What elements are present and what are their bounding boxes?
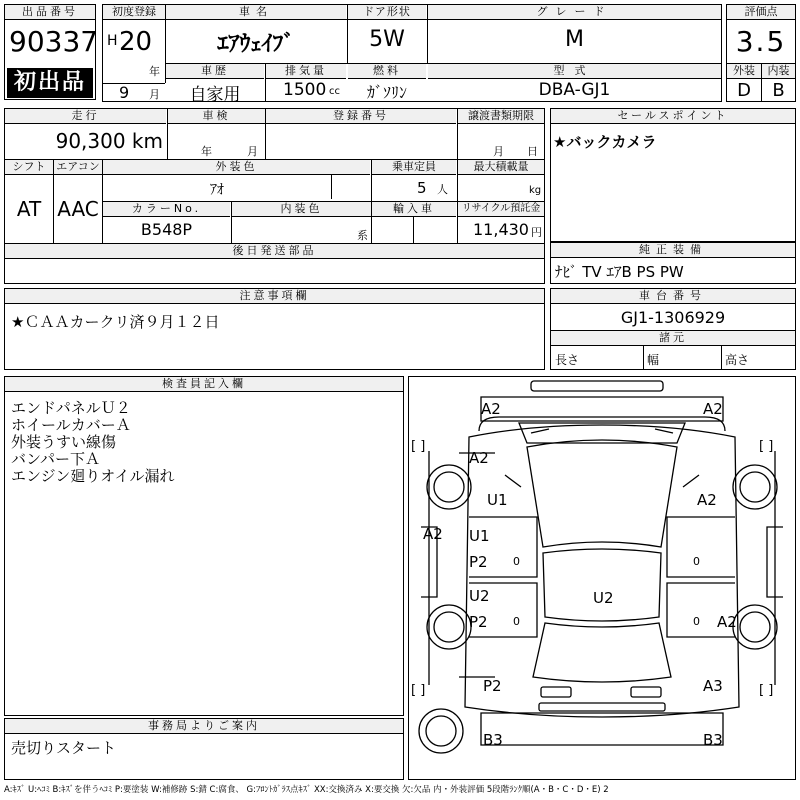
office-label: 事務局よりご案内	[5, 719, 403, 734]
damage-mark: A2	[717, 613, 737, 631]
legend: A:ｷｽﾞ U:ﾍｺﾐ B:ｷｽﾞを伴うﾍｺﾐ P:要塗装 W:補修跡 S:錆 C:腐食、 G:ﾌﾛﾝﾄｶﾞﾗｽ点ｷｽﾞ XX:交換済み X:要交換 欠:欠品 内・外装評価 5段階ﾗﾝｸ順(A・B・C・D・E) 2	[4, 785, 609, 795]
transfer-label: 譲渡書類期限	[458, 109, 544, 124]
year-unit: 年	[149, 65, 160, 78]
history: 自家用	[189, 85, 241, 105]
inspector-line: バンパー下Ａ	[11, 450, 100, 468]
zero-mark: 0	[693, 615, 700, 628]
bracket: [ ]	[411, 439, 426, 454]
interior-unit: 系	[357, 229, 368, 242]
interior-label: 内装色	[232, 202, 371, 217]
aircon-label: エアコン	[54, 160, 102, 175]
car-name: ｴｱｳｪｲﾌﾞ	[217, 32, 295, 57]
sales-text: ★バックカメラ	[553, 133, 657, 151]
dims-label: 諸元	[551, 331, 795, 346]
regno-label: 登録番号	[266, 109, 456, 124]
inspector-label: 検査員記入欄	[5, 377, 403, 392]
vehicle-header-box	[102, 4, 722, 105]
damage-mark: U2	[593, 589, 614, 607]
transfer-day-unit: 日	[527, 145, 538, 158]
color-number: B548P	[140, 220, 193, 239]
notes-label: 注意事項欄	[5, 289, 544, 304]
mileage-label: 走行	[5, 109, 166, 124]
damage-mark: B3	[483, 731, 503, 749]
model-label: 型式	[428, 64, 721, 79]
chassis-box	[550, 288, 796, 370]
damage-mark: P2	[469, 613, 488, 631]
bracket: [ ]	[411, 683, 426, 698]
mileage: 90,300 km	[55, 129, 163, 153]
inspector-line: 外装うすい線傷	[11, 433, 117, 451]
ext-score: D	[737, 80, 751, 101]
zero-mark: 0	[513, 615, 520, 628]
exterior-color: ｱｵ	[210, 182, 224, 198]
damage-mark: A3	[703, 677, 723, 695]
recycle-label: リサイクル預託金	[458, 202, 544, 217]
notes-box	[4, 288, 545, 370]
damage-mark: U2	[469, 587, 490, 605]
lot-number: 90337	[9, 25, 99, 58]
displacement: 1500	[283, 80, 327, 100]
first-reg-label: 初度登録	[103, 5, 165, 20]
damage-mark: P2	[469, 553, 488, 571]
width-label: 幅	[647, 353, 660, 367]
damage-mark: U1	[469, 527, 490, 545]
color-label: 外装色	[103, 160, 370, 175]
history-label: 車歴	[166, 64, 264, 79]
office-text: 売切りスタート	[11, 739, 117, 757]
length-label: 長さ	[555, 353, 580, 367]
score: 3.5	[735, 25, 787, 58]
fuel: ｶﾞｿﾘﾝ	[366, 83, 407, 102]
inspector-box	[4, 376, 404, 716]
colorno-label: カラーNo.	[103, 202, 230, 217]
score-label: 評価点	[727, 5, 795, 20]
first-reg-year: 20	[119, 27, 153, 57]
sales-label: セールスポイント	[551, 109, 795, 124]
displacement-unit: cc	[329, 86, 340, 97]
carname-label: 車名	[166, 5, 346, 20]
era-mark: H	[107, 33, 118, 49]
aircon: AAC	[57, 197, 99, 221]
later-parts-label: 後日発送部品	[5, 244, 544, 259]
damage-mark: P2	[483, 677, 502, 695]
inspection-year-unit: 年	[201, 145, 212, 158]
grade: M	[565, 27, 584, 52]
import-label: 輸入車	[372, 202, 456, 217]
damage-diagram	[408, 376, 796, 780]
transfer-month-unit: 月	[493, 145, 504, 158]
car-outline	[409, 377, 795, 779]
door-label: ドア形状	[348, 5, 426, 20]
equipment-text: ﾅﾋﾞ TV ｴｱB PS PW	[555, 263, 684, 281]
load-label: 最大積載量	[458, 160, 544, 175]
damage-mark: U1	[487, 491, 508, 509]
score-box	[726, 4, 796, 102]
height-label: 高さ	[725, 353, 750, 367]
office-box	[4, 718, 404, 780]
shift-label: シフト	[5, 160, 53, 175]
capacity-label: 乗車定員	[372, 160, 456, 175]
chassis-number: GJ1-1306929	[620, 308, 726, 327]
inspection-month-unit: 月	[247, 145, 258, 158]
shift: AT	[16, 197, 42, 221]
zero-mark: 0	[693, 555, 700, 568]
displacement-label: 排気量	[266, 64, 346, 79]
damage-mark: B3	[703, 731, 723, 749]
bracket: [ ]	[759, 439, 774, 454]
ext-label: 外装	[727, 64, 761, 79]
inspector-line: ホイールカバーＡ	[11, 416, 131, 434]
damage-mark: A2	[703, 400, 723, 418]
capacity: 5	[417, 179, 427, 197]
damage-mark: A2	[423, 525, 443, 543]
grade-label: グレード	[428, 5, 721, 20]
equipment-label: 純正装備	[551, 243, 795, 258]
damage-mark: A2	[469, 449, 489, 467]
damage-mark: A2	[697, 491, 717, 509]
zero-mark: 0	[513, 555, 520, 568]
door-type: 5W	[369, 27, 405, 52]
int-score: B	[772, 80, 785, 101]
inspection-label: 車検	[168, 109, 265, 124]
vehicle-detail-box	[4, 108, 545, 284]
model: DBA-GJ1	[538, 80, 611, 100]
capacity-unit: 人	[437, 183, 448, 196]
load-unit: kg	[529, 185, 542, 196]
sales-point-box	[550, 108, 796, 242]
bracket: [ ]	[759, 683, 774, 698]
recycle-unit: 円	[531, 226, 542, 239]
fuel-label: 燃料	[348, 64, 426, 79]
first-listing-badge: 初出品	[7, 68, 93, 98]
month-unit: 月	[149, 88, 160, 101]
inspector-line: エンドパネルＵ２	[11, 399, 131, 417]
damage-mark: A2	[481, 400, 501, 418]
int-label: 内装	[762, 64, 795, 79]
lot-label: 出品番号	[5, 5, 95, 20]
chassis-label: 車台番号	[551, 289, 795, 304]
notes-text: ★ＣＡＡカークリ済９月１２日	[11, 313, 220, 331]
inspector-line: エンジン廻りオイル漏れ	[11, 467, 175, 485]
recycle-fee: 11,430	[473, 220, 529, 239]
lot-number-box	[4, 4, 99, 100]
equipment-box	[550, 242, 796, 284]
first-reg-month: 9	[119, 83, 130, 102]
